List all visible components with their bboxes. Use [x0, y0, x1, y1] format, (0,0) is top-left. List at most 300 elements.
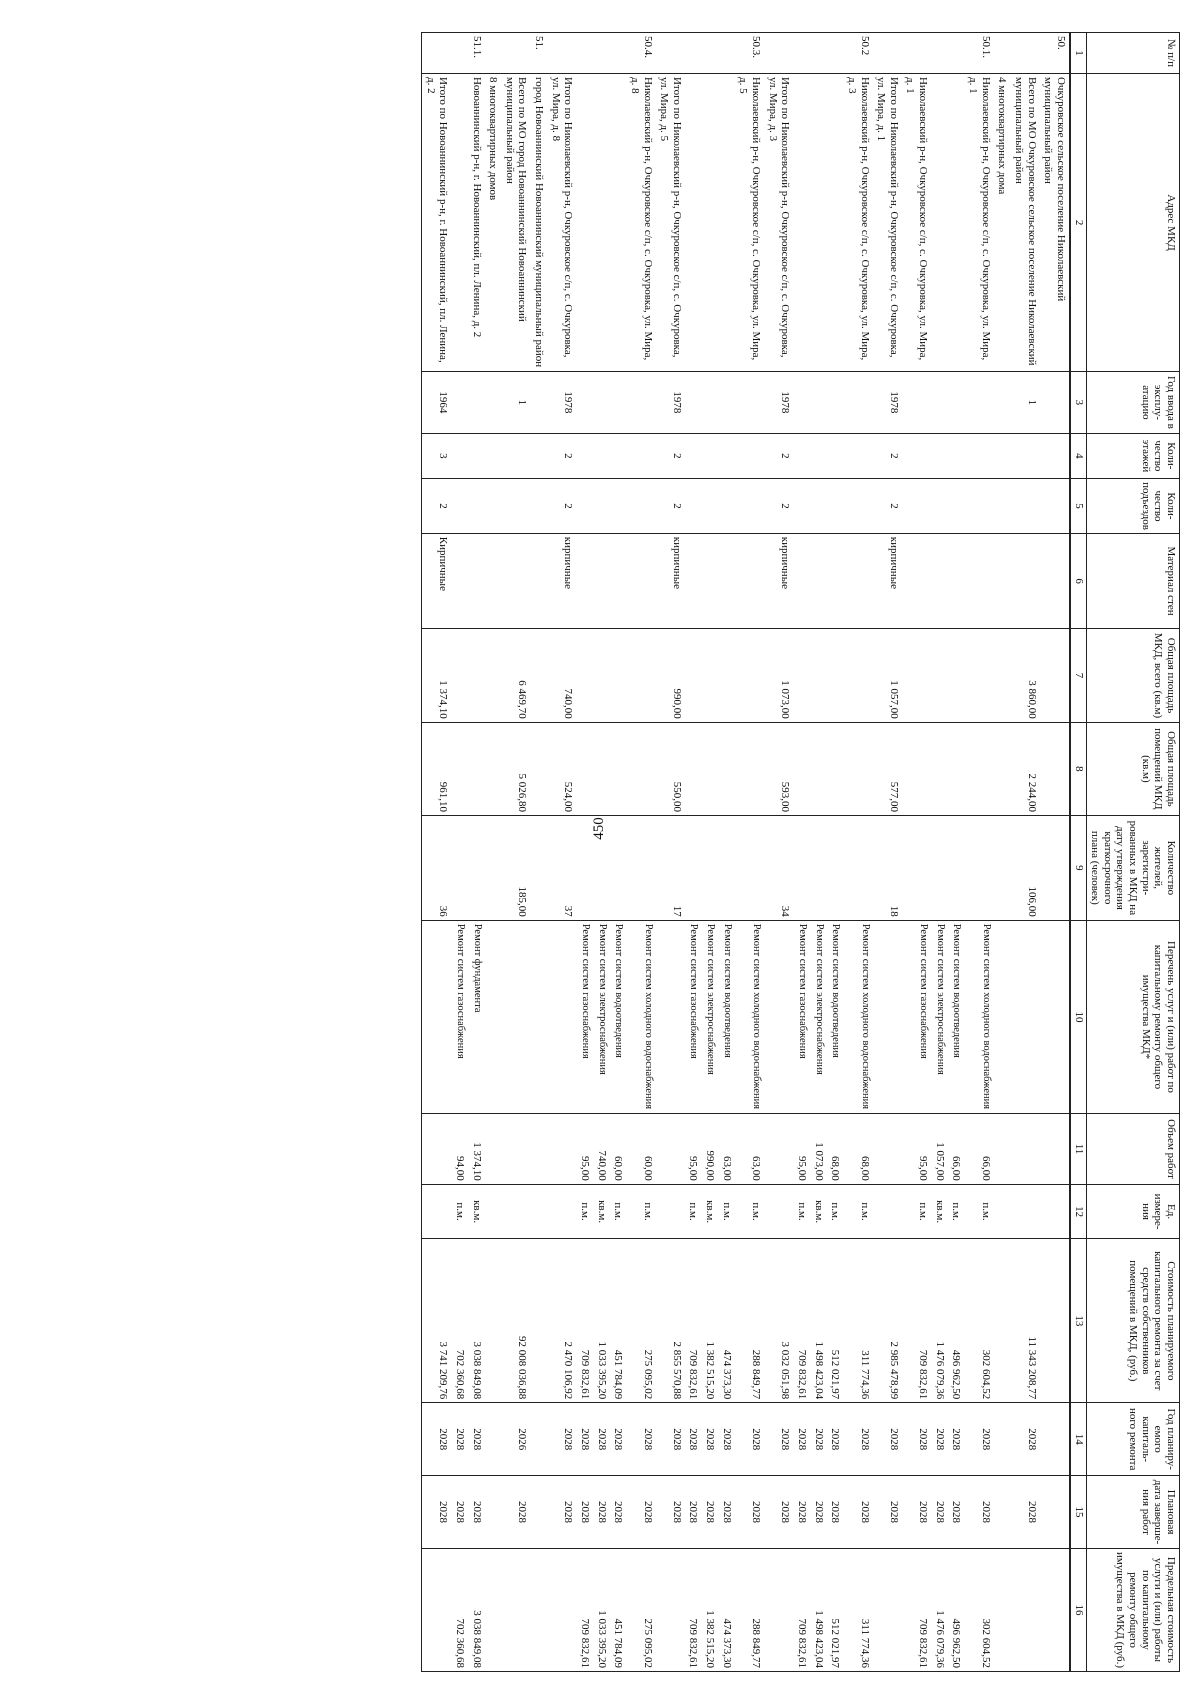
table-cell — [593, 629, 610, 722]
table-cell: 2028 — [931, 1476, 948, 1549]
table-cell — [827, 816, 844, 921]
table-cell — [451, 33, 468, 74]
table-cell — [590, 816, 610, 921]
table-cell: 2028 — [793, 1476, 810, 1549]
table-cell: 990,00 — [656, 629, 685, 722]
table-cell: 709 832,61 — [685, 1239, 702, 1403]
column-number-16: 16 — [1070, 1548, 1086, 1671]
table-cell — [685, 479, 702, 534]
table-cell: 92 008 036,88 — [501, 1239, 530, 1403]
table-cell: Ремонт систем водоотведения — [827, 920, 844, 1113]
table-cell: 1978 — [656, 372, 685, 433]
table-cell: 709 832,61 — [902, 1548, 931, 1671]
table-cell — [626, 722, 655, 815]
table-cell: 2028 — [1010, 1403, 1039, 1476]
table-cell: 1964 — [421, 372, 451, 433]
table-cell — [610, 372, 627, 433]
table-cell — [1040, 533, 1070, 629]
table-cell — [964, 816, 993, 921]
table-cell — [1010, 479, 1039, 534]
table-cell: 95,00 — [576, 1114, 593, 1185]
table-cell — [702, 629, 719, 722]
table-cell: 740,00 — [547, 629, 576, 722]
column-header-1: № п/п — [1086, 33, 1179, 74]
table-header-row — [1086, 33, 1179, 1672]
table-cell: Николаевский р-н, Очкуровское с/п, с. Очкуровка, ул. Мира, д. 3 — [843, 73, 872, 371]
table-cell — [994, 1114, 1011, 1185]
table-cell — [626, 629, 655, 722]
table-cell: Очкуровское сельское поселение Николаевский муниципальный район — [1040, 73, 1070, 371]
table-cell — [931, 73, 948, 371]
table-cell: Ремонт систем электроснабжения — [593, 920, 610, 1113]
table-cell — [735, 722, 764, 815]
table-cell — [501, 920, 530, 1113]
table-cell: 2028 — [576, 1476, 593, 1549]
table-cell: 1 — [501, 372, 530, 433]
table-cell: Всего по МО город Новоаннинский Новоаннинский муниципальный район — [501, 73, 530, 371]
table-cell — [576, 73, 593, 371]
table-row — [1040, 33, 1070, 1672]
column-number-11: 11 — [1070, 1114, 1086, 1185]
table-cell: п.м. — [718, 1184, 735, 1239]
table-cell — [931, 479, 948, 534]
table-cell: 2 855 570,88 — [656, 1239, 685, 1403]
table-cell: 37 — [547, 816, 576, 921]
column-header-11: Объем работ — [1086, 1114, 1179, 1185]
table-cell: 66,00 — [964, 1114, 993, 1185]
table-cell — [530, 816, 547, 921]
table-cell — [718, 629, 735, 722]
table-cell: п.м. — [735, 1184, 764, 1239]
table-cell: 3 — [421, 433, 451, 479]
table-cell: 2028 — [501, 1476, 530, 1549]
table-cell: 2 — [764, 433, 793, 479]
table-cell — [593, 533, 610, 629]
table-cell: кв.м. — [702, 1184, 719, 1239]
table-cell: 2028 — [610, 1476, 627, 1549]
column-header-9: Количество жителей, зарегистри-рованных в МКД на дату утверждения краткосрочного плана (человек) — [1086, 816, 1179, 921]
table-cell — [1040, 1239, 1070, 1403]
column-number-3: 3 — [1070, 372, 1086, 433]
table-cell: 1978 — [873, 372, 902, 433]
table-cell — [485, 372, 502, 433]
table-cell — [530, 372, 547, 433]
table-cell — [530, 722, 547, 815]
page-number: 450 — [590, 817, 607, 840]
table-cell — [964, 372, 993, 433]
table-cell: 474 373,30 — [718, 1548, 735, 1671]
table-cell — [843, 722, 872, 815]
table-cell — [994, 1476, 1011, 1549]
table-cell — [902, 372, 931, 433]
table-cell — [902, 479, 931, 534]
table-cell: Ремонт систем электроснабжения — [931, 920, 948, 1113]
table-cell — [843, 816, 872, 921]
table-cell: 50.4. — [626, 33, 655, 74]
table-cell: 17 — [656, 816, 685, 921]
table-cell: Николаевский р-н, Очкуровское с/п, с. Очкуровка, ул. Мира, д. 1 — [964, 73, 993, 371]
table-row — [702, 33, 719, 1672]
table-cell — [451, 629, 468, 722]
table-cell: 68,00 — [843, 1114, 872, 1185]
table-cell — [873, 33, 902, 74]
table-row — [948, 33, 965, 1672]
table-cell — [735, 816, 764, 921]
table-cell: п.м. — [685, 1184, 702, 1239]
table-cell — [873, 920, 902, 1113]
table-row — [810, 33, 827, 1672]
table-cell: 990,00 — [702, 1114, 719, 1185]
table-row — [593, 33, 610, 1672]
table-cell — [827, 533, 844, 629]
table-cell — [547, 1114, 576, 1185]
table-cell: 2028 — [764, 1403, 793, 1476]
table-cell: Итого по Николаевский р-н, Очкуровское с/п, с. Очкуровка, ул. Мира, д. 8 — [547, 73, 576, 371]
table-cell — [610, 479, 627, 534]
table-cell — [948, 433, 965, 479]
table-cell — [610, 33, 627, 74]
table-cell — [610, 629, 627, 722]
table-cell: Ремонт систем холодного водоснабжения — [735, 920, 764, 1113]
table-cell — [843, 372, 872, 433]
table-cell — [530, 1239, 547, 1403]
table-cell — [735, 629, 764, 722]
table-cell: 34 — [764, 816, 793, 921]
table-cell — [530, 920, 547, 1113]
column-number-14: 14 — [1070, 1403, 1086, 1476]
table-cell — [468, 479, 485, 534]
table-cell: кирпичные — [764, 533, 793, 629]
table-cell — [994, 533, 1011, 629]
table-cell — [1040, 1548, 1070, 1671]
table-cell: Ремонт систем газоснабжения — [451, 920, 468, 1113]
table-cell: 275 095,02 — [626, 1239, 655, 1403]
table-cell: 2028 — [626, 1403, 655, 1476]
table-cell — [1040, 372, 1070, 433]
table-cell — [702, 816, 719, 921]
table-cell: 2 244,00 — [1010, 722, 1039, 815]
table-cell — [702, 73, 719, 371]
table-cell — [764, 1548, 793, 1671]
table-cell: п.м. — [451, 1184, 468, 1239]
table-cell: п.м. — [626, 1184, 655, 1239]
table-row — [764, 33, 793, 1672]
table-cell: кв.м. — [810, 1184, 827, 1239]
table-cell — [626, 533, 655, 629]
table-cell: 2028 — [902, 1403, 931, 1476]
table-cell: Итого по Новоаннинский р-н, г. Новоаннинский, пл. Ленина, д. 2 — [421, 73, 451, 371]
table-cell — [994, 1403, 1011, 1476]
table-cell — [810, 722, 827, 815]
table-cell: 2028 — [702, 1476, 719, 1549]
table-cell: Ремонт систем электроснабжения — [810, 920, 827, 1113]
table-cell: 95,00 — [685, 1114, 702, 1185]
table-cell — [576, 33, 593, 74]
column-number-9: 9 — [1070, 816, 1086, 921]
table-cell: 8 многоквартирных домов — [485, 73, 502, 371]
table-cell: 2028 — [1010, 1476, 1039, 1549]
table-cell — [1040, 1184, 1070, 1239]
table-row — [501, 33, 530, 1672]
column-number-2: 2 — [1070, 73, 1086, 371]
table-cell — [931, 433, 948, 479]
table-cell — [610, 73, 627, 371]
table-cell: 2028 — [468, 1403, 485, 1476]
table-cell — [964, 722, 993, 815]
table-cell — [468, 629, 485, 722]
column-number-1: 1 — [1070, 33, 1086, 74]
table-cell: 3 860,00 — [1010, 629, 1039, 722]
table-cell — [735, 533, 764, 629]
table-cell — [873, 1548, 902, 1671]
table-cell — [685, 33, 702, 74]
table-cell — [530, 1403, 547, 1476]
table-cell: 1 382 515,20 — [702, 1239, 719, 1403]
table-cell: п.м. — [576, 1184, 593, 1239]
table-cell: 512 021,97 — [827, 1548, 844, 1671]
column-header-8: Общая площадь помещений МКД (кв.м) — [1086, 722, 1179, 815]
table-cell — [576, 816, 593, 921]
table-cell: 550,00 — [656, 722, 685, 815]
table-cell — [451, 722, 468, 815]
table-cell: Николаевский р-н, Очкуровское с/п, с. Очкуровка, ул. Мира, д. 1 — [902, 73, 931, 371]
column-number-13: 13 — [1070, 1239, 1086, 1403]
table-cell — [593, 372, 610, 433]
table-row — [468, 33, 485, 1672]
table-row — [994, 33, 1011, 1672]
table-cell — [485, 1239, 502, 1403]
table-cell — [485, 816, 502, 921]
table-cell — [873, 1184, 902, 1239]
table-body — [421, 33, 1069, 1672]
table-cell — [485, 533, 502, 629]
table-cell — [702, 372, 719, 433]
table-cell — [735, 479, 764, 534]
table-cell — [718, 816, 735, 921]
table-cell — [685, 372, 702, 433]
table-cell — [468, 433, 485, 479]
table-cell: 3 032 051,98 — [764, 1239, 793, 1403]
table-cell: Ремонт систем газоснабжения — [902, 920, 931, 1113]
document-sheet — [50, 32, 1180, 1672]
table-cell — [702, 33, 719, 74]
table-cell — [1040, 433, 1070, 479]
table-cell: 95,00 — [793, 1114, 810, 1185]
table-cell — [718, 33, 735, 74]
table-cell: кирпичные — [547, 533, 576, 629]
table-cell: 496 962,50 — [948, 1548, 965, 1671]
table-cell: 2028 — [810, 1476, 827, 1549]
table-cell — [451, 479, 468, 534]
table-cell: 709 832,61 — [685, 1548, 702, 1671]
table-cell — [810, 816, 827, 921]
table-cell — [827, 479, 844, 534]
table-cell: 512 021,97 — [827, 1239, 844, 1403]
column-header-15: Плановая дата заверше-ния работ — [1086, 1476, 1179, 1549]
table-cell: 2028 — [451, 1403, 468, 1476]
table-cell — [793, 372, 810, 433]
table-cell: 2028 — [593, 1403, 610, 1476]
table-cell: 2028 — [948, 1403, 965, 1476]
table-cell — [994, 920, 1011, 1113]
table-cell — [656, 33, 685, 74]
table-cell: 2028 — [793, 1403, 810, 1476]
column-number-8: 8 — [1070, 722, 1086, 815]
table-cell: 1 498 423,04 — [810, 1548, 827, 1671]
table-cell: 2028 — [843, 1403, 872, 1476]
table-cell — [702, 433, 719, 479]
table-cell: 577,00 — [873, 722, 902, 815]
table-cell — [468, 722, 485, 815]
table-cell: 288 849,77 — [735, 1548, 764, 1671]
table-cell: Всего по МО Очкуровское сельское поселение Николаевский муниципальный район — [1010, 73, 1039, 371]
table-cell — [994, 433, 1011, 479]
table-row — [421, 33, 451, 1672]
table-cell: Ремонт фундамента — [468, 920, 485, 1113]
table-cell: 2028 — [656, 1403, 685, 1476]
table-cell: п.м. — [843, 1184, 872, 1239]
table-cell: кирпичные — [656, 533, 685, 629]
table-cell: 2028 — [764, 1476, 793, 1549]
table-cell — [948, 372, 965, 433]
table-cell — [530, 479, 547, 534]
table-cell — [931, 816, 948, 921]
table-cell: Ремонт систем холодного водоснабжения — [964, 920, 993, 1113]
table-cell: 1 476 079,36 — [931, 1239, 948, 1403]
table-cell — [576, 433, 593, 479]
table-cell: Итого по Николаевский р-н, Очкуровское с/п, с. Очкуровка, ул. Мира, д. 1 — [873, 73, 902, 371]
table-cell — [902, 533, 931, 629]
table-cell — [485, 1403, 502, 1476]
table-cell — [827, 629, 844, 722]
table-cell — [994, 816, 1011, 921]
table-cell — [718, 533, 735, 629]
table-cell: 451 784,09 — [610, 1239, 627, 1403]
table-row — [610, 33, 627, 1672]
table-cell — [421, 1114, 451, 1185]
table-cell — [485, 920, 502, 1113]
column-header-12: Ед. измере-ния — [1086, 1184, 1179, 1239]
column-header-13: Стоимость планируемого капитального ремонта за счет средств собственников помещений в МКД, (руб.) — [1086, 1239, 1179, 1403]
table-cell: 593,00 — [764, 722, 793, 815]
table-cell: 1 382 515,20 — [702, 1548, 719, 1671]
table-cell: 2 — [873, 479, 902, 534]
table-cell: 50. — [1040, 33, 1070, 74]
table-cell: 2028 — [810, 1403, 827, 1476]
table-cell — [451, 372, 468, 433]
table-row — [827, 33, 844, 1672]
table-cell: 1 — [1010, 372, 1039, 433]
table-cell — [948, 33, 965, 74]
table-cell: 2028 — [827, 1476, 844, 1549]
table-cell: Кирпичные — [421, 533, 451, 629]
table-cell: 1 374,10 — [421, 629, 451, 722]
table-cell — [1040, 1114, 1070, 1185]
table-cell: 1 057,00 — [873, 629, 902, 722]
table-cell — [501, 1184, 530, 1239]
table-cell — [994, 479, 1011, 534]
table-cell — [530, 433, 547, 479]
table-row — [843, 33, 872, 1672]
table-cell — [451, 533, 468, 629]
table-cell: 2 — [547, 479, 576, 534]
table-cell — [685, 816, 702, 921]
table-cell: 2 — [547, 433, 576, 479]
table-cell: 2 — [421, 479, 451, 534]
table-cell — [994, 1548, 1011, 1671]
table-cell: 2028 — [873, 1403, 902, 1476]
table-cell — [610, 722, 627, 815]
table-cell — [843, 479, 872, 534]
table-row — [656, 33, 685, 1672]
table-cell — [451, 816, 468, 921]
table-cell: 709 832,61 — [793, 1548, 810, 1671]
table-cell — [994, 1239, 1011, 1403]
table-cell: 740,00 — [593, 1114, 610, 1185]
table-cell — [793, 33, 810, 74]
table-row — [735, 33, 764, 1672]
column-header-7: Общая площадь МКД, всего (кв.м) — [1086, 629, 1179, 722]
table-cell: 709 832,61 — [793, 1239, 810, 1403]
table-cell: 1 374,10 — [468, 1114, 485, 1185]
table-cell: 2028 — [735, 1403, 764, 1476]
table-cell — [810, 533, 827, 629]
table-cell — [948, 533, 965, 629]
table-cell — [1010, 1184, 1039, 1239]
table-cell: п.м. — [964, 1184, 993, 1239]
table-cell: 63,00 — [735, 1114, 764, 1185]
table-cell — [1010, 920, 1039, 1113]
table-cell — [626, 816, 655, 921]
table-cell — [827, 433, 844, 479]
table-cell — [702, 533, 719, 629]
table-cell — [764, 1114, 793, 1185]
table-cell: 2 — [656, 433, 685, 479]
table-cell — [902, 816, 931, 921]
table-cell: 709 832,61 — [576, 1548, 593, 1671]
table-cell: Ремонт систем электроснабжения — [702, 920, 719, 1113]
table-cell: Ремонт систем водоотведения — [610, 920, 627, 1113]
table-cell: 702 360,68 — [451, 1239, 468, 1403]
table-row — [1010, 33, 1039, 1672]
table-cell: 2028 — [964, 1403, 993, 1476]
table-row — [793, 33, 810, 1672]
table-cell: 2028 — [873, 1476, 902, 1549]
table-cell: Новоаннинский р-н, г. Новоаннинский, пл. Ленина, д. 2 — [468, 73, 485, 371]
table-cell — [576, 533, 593, 629]
table-cell: 2028 — [610, 1403, 627, 1476]
table-cell — [485, 479, 502, 534]
table-cell: 1 476 079,36 — [931, 1548, 948, 1671]
table-cell: 451 784,09 — [610, 1548, 627, 1671]
table-cell: 3 038 849,08 — [468, 1548, 485, 1671]
table-cell — [656, 920, 685, 1113]
table-cell: 2028 — [735, 1476, 764, 1549]
table-cell — [964, 479, 993, 534]
table-cell: 68,00 — [827, 1114, 844, 1185]
table-cell: 2028 — [656, 1476, 685, 1549]
table-cell: 302 604,52 — [964, 1239, 993, 1403]
table-cell: 36 — [421, 816, 451, 921]
table-cell: 50.2 — [843, 33, 872, 74]
column-number-6: 6 — [1070, 533, 1086, 629]
table-cell: город Новоаннинский Новоаннинский муниципальный район — [530, 73, 547, 371]
table-row — [530, 33, 547, 1672]
table-row — [873, 33, 902, 1672]
table-cell: 2028 — [827, 1403, 844, 1476]
table-cell — [530, 629, 547, 722]
table-cell — [964, 433, 993, 479]
